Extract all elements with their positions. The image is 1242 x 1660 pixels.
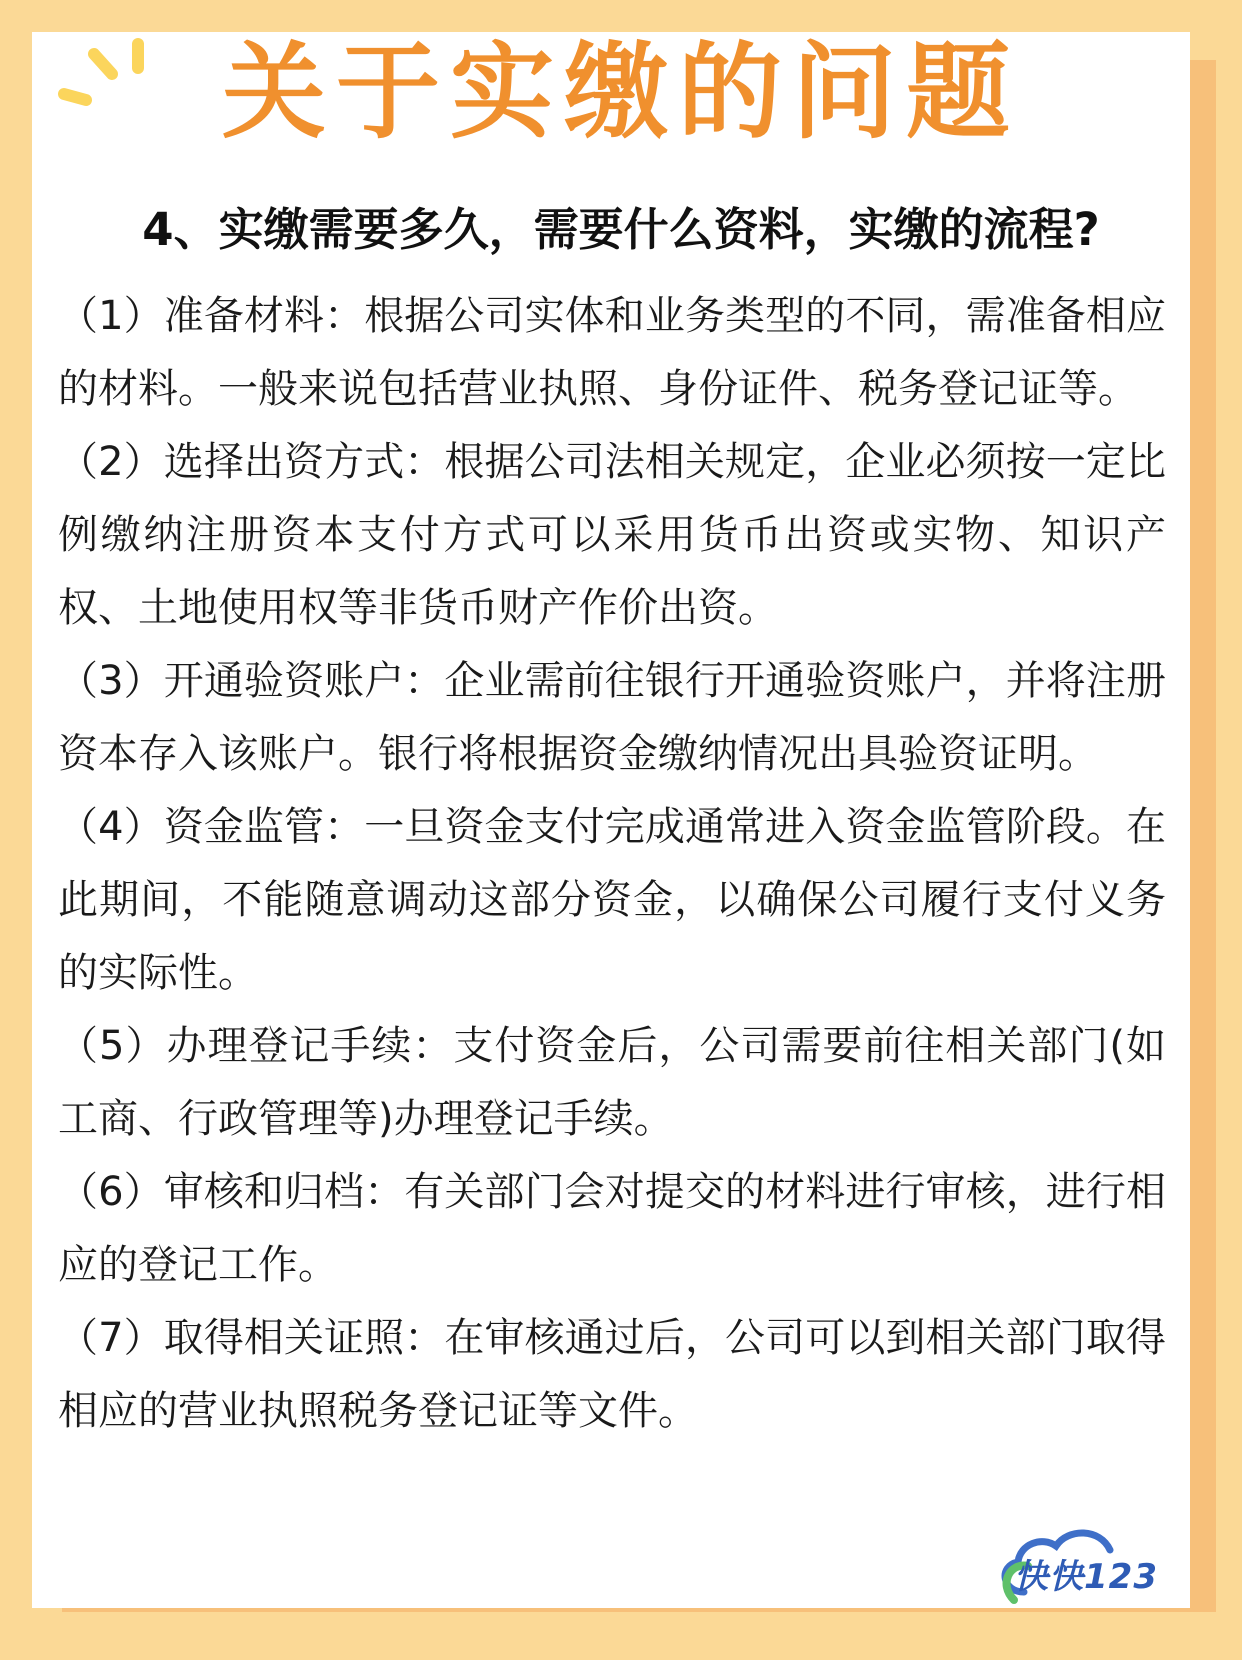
step-paragraph-1: （1）准备材料：根据公司实体和业务类型的不同，需准备相应的材料。一般来说包括营业执照、身份证件、税务登记证等。 — [58, 293, 1166, 412]
step-paragraph-5: （5）办理登记手续：支付资金后，公司需要前往相关部门(如工商、行政管理等)办理登记手续。 — [58, 1023, 1166, 1142]
step-paragraph-3: （3）开通验资账户：企业需前往银行开通验资账户，并将注册资本存入该账户。银行将根据资金缴纳情况出具验资证明。 — [58, 658, 1166, 777]
watermark-text: 快快123 — [1014, 1557, 1158, 1597]
step-paragraph-4: （4）资金监管：一旦资金支付完成通常进入资金监管阶段。在此期间，不能随意调动这部分资金，以确保公司履行支付义务的实际性。 — [58, 804, 1166, 996]
article-body — [58, 280, 1166, 1448]
step-paragraph-7: （7）取得相关证照：在审核通过后，公司可以到相关部门取得相应的营业执照税务登记证等文件。 — [58, 1315, 1166, 1434]
step-paragraph-2: （2）选择出资方式：根据公司法相关规定，企业必须按一定比例缴纳注册资本支付方式可以采用货币出资或实物、知识产权、土地使用权等非货币财产作价出资。 — [58, 439, 1166, 631]
step-paragraph-6: （6）审核和归档：有关部门会对提交的材料进行审核，进行相应的登记工作。 — [58, 1169, 1166, 1288]
page-title: 关于实缴的问题 — [221, 31, 1020, 153]
question-heading: 4、实缴需要多久，需要什么资料，实缴的流程? — [142, 203, 1100, 256]
